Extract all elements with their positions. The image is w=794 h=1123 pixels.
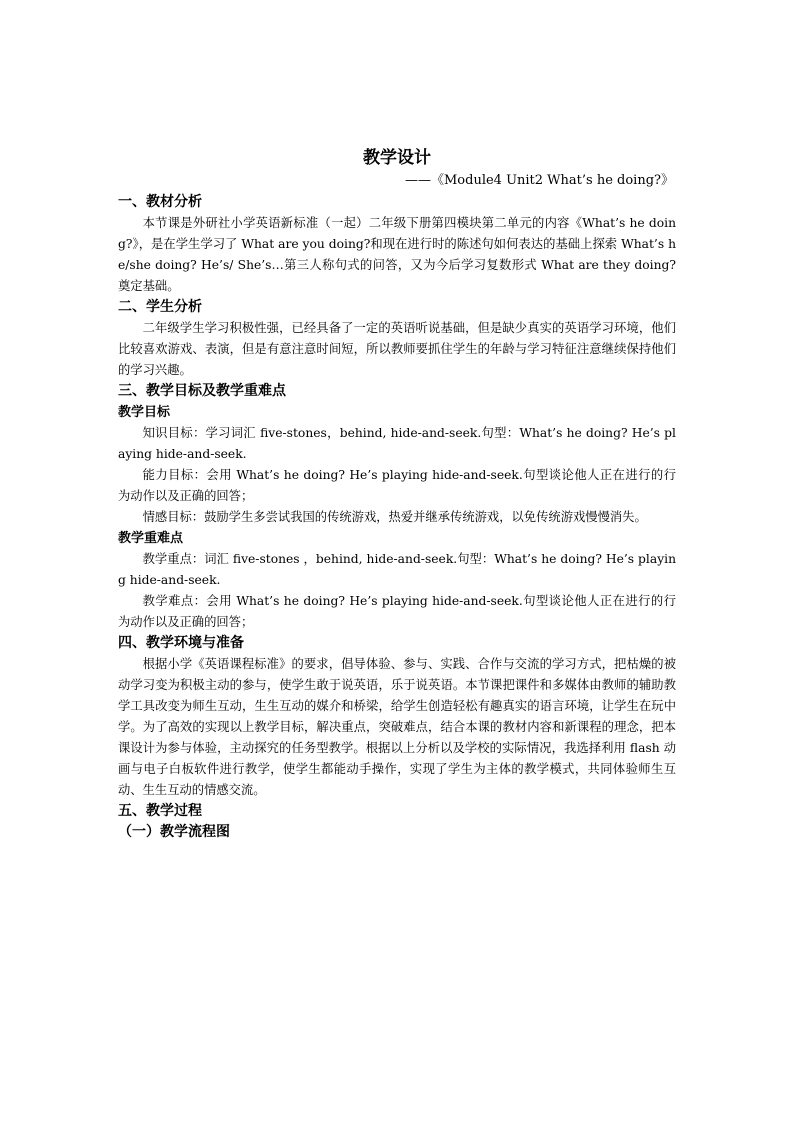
- subheading-key-difficult-points: 教学重难点: [118, 531, 184, 546]
- paragraph-environment: 根据小学《英语课程标准》的要求，倡导体验、参与、实践、合作与交流的学习方式，把枯燥的被动学习变为积极主动的参与，使学生敢于说英语，乐于说英语。本节课把课件和多媒体由教师的辅助教学工具改变为师生互动，生生互动的媒介和桥梁，给学生创造轻松有趣真实的语言环境，让学生在玩中学。为了高效的实现以上教学目标，解决重点，突破难点，结合本课的教材内容和新课程的理念，把本课设计为参与体验，主动探究的任务型教学。根据以上分析以及学校的实际情况，我选择利用 flash 动画与电子白板软件进行教学，使学生都能动手操作，实现了学生为主体的教学模式，共同体验师生互动、生生互动的情感交流。: [118, 657, 676, 797]
- section-heading-student-analysis: 二、学生分析: [118, 299, 202, 315]
- subheading-flowchart: （一）教学流程图: [118, 824, 230, 840]
- paragraph-ability-goal: 能力目标：会用 What’s he doing? He’s playing hide-and-seek.句型谈论他人正在进行的行为动作以及正确的回答；: [118, 468, 676, 503]
- section-heading-textbook-analysis: 一、教材分析: [118, 194, 202, 210]
- document-title: 教学设计: [363, 148, 431, 168]
- paragraph-key-point: 教学重点：词汇 five-stones ，behind, hide-and-seek.句型：What’s he doing? He’s playing hide-and-seek.: [118, 552, 676, 587]
- paragraph-textbook-analysis: 本节课是外研社小学英语新标准（一起）二年级下册第四模块第二单元的内容《What’s he doing?》，是在学生学习了 What are you doing?和现在进行时的陈述句如何表达的基础上探索 What’s he/she doing? He’s/ She’s…第三人称句式的问答，又为今后学习复数形式 What are they doing? 奠定基础。: [118, 216, 676, 293]
- section-heading-objectives: 三、教学目标及教学重难点: [118, 383, 286, 399]
- document-page: [118, 146, 676, 843]
- paragraph-difficult-point: 教学难点：会用 What’s he doing? He’s playing hide-and-seek.句型谈论他人正在进行的行为动作以及正确的回答；: [118, 594, 676, 629]
- subheading-teaching-goals: 教学目标: [118, 405, 171, 420]
- paragraph-emotion-goal: 情感目标：鼓励学生多尝试我国的传统游戏，热爱并继承传统游戏，以免传统游戏慢慢消失。: [142, 510, 647, 524]
- document-subtitle: ——《Module4 Unit2 What’s he doing?》: [404, 173, 674, 188]
- paragraph-student-analysis: 二年级学生学习积极性强，已经具备了一定的英语听说基础，但是缺少真实的英语学习环境，他们比较喜欢游戏、表演，但是有意注意时间短，所以教师要抓住学生的年龄与学习特征注意继续保持他们的学习兴趣。: [118, 321, 676, 377]
- section-heading-process: 五、教学过程: [118, 803, 202, 819]
- paragraph-knowledge-goal: 知识目标：学习词汇 five-stones，behind, hide-and-seek.句型：What’s he doing? He’s playing hide-and-seek.: [118, 426, 676, 461]
- section-heading-environment: 四、教学环境与准备: [118, 635, 244, 651]
